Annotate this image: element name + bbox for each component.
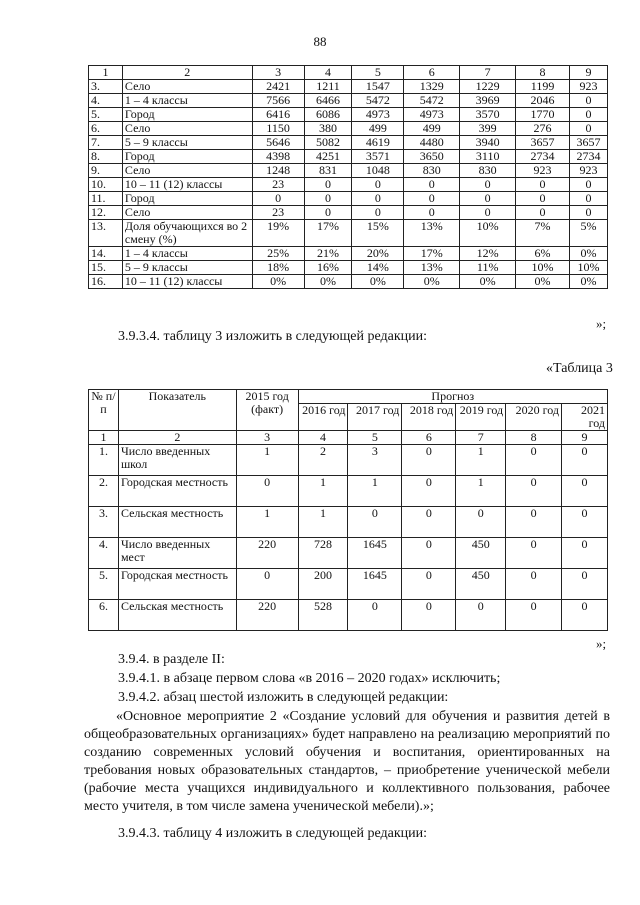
cell-value: 0: [562, 569, 608, 600]
cell-value: 0: [236, 569, 298, 600]
header-forecast: Прогноз: [298, 390, 607, 404]
cell-value: 17%: [404, 247, 460, 261]
cell-value: 6: [404, 66, 460, 80]
row-number: 15.: [89, 261, 123, 275]
cell-value: 220: [236, 600, 298, 631]
table-row: [89, 261, 608, 275]
cell-value: 0: [404, 178, 460, 192]
cell-value: 0: [402, 507, 456, 538]
cell-value: 0: [506, 569, 562, 600]
cell-value: 4: [304, 66, 352, 80]
cell-value: 830: [404, 164, 460, 178]
section-item: 3.9.4.3. таблицу 4 изложить в следующей редакции:: [118, 826, 428, 841]
year-header: 2020 год: [506, 404, 562, 431]
closing-quote: »;: [596, 636, 607, 651]
cell-value: 1248: [252, 164, 304, 178]
cell-value: 528: [298, 600, 348, 631]
cell-value: 4398: [252, 150, 304, 164]
column-index: 4: [298, 431, 348, 445]
cell-value: 1329: [404, 80, 460, 94]
cell-value: 4973: [404, 108, 460, 122]
cell-value: 728: [298, 538, 348, 569]
cell-value: 450: [456, 538, 506, 569]
cell-value: 1211: [304, 80, 352, 94]
row-number: 9.: [89, 164, 123, 178]
row-number: 5.: [89, 108, 123, 122]
row-label: 1 – 4 классы: [122, 94, 252, 108]
enrollment-table: [88, 65, 608, 289]
row-number: 3.: [89, 80, 123, 94]
cell-value: 4973: [352, 108, 404, 122]
header-indicator: Показатель: [118, 390, 236, 431]
cell-value: 10%: [516, 261, 570, 275]
cell-value: 0: [562, 445, 608, 476]
cell-value: 1: [236, 507, 298, 538]
cell-value: 0: [569, 192, 607, 206]
table-row: [89, 122, 608, 136]
row-number: 6.: [89, 122, 123, 136]
cell-value: 0%: [304, 275, 352, 289]
row-label: 10 – 11 (12) классы: [122, 275, 252, 289]
table-row: [89, 445, 608, 476]
cell-value: 0: [304, 192, 352, 206]
column-index: 3: [236, 431, 298, 445]
cell-value: 0: [402, 600, 456, 631]
cell-value: 0%: [516, 275, 570, 289]
column-index: 9: [562, 431, 608, 445]
cell-value: 0%: [352, 275, 404, 289]
cell-value: 0: [562, 538, 608, 569]
cell-value: 8: [516, 66, 570, 80]
cell-value: 0: [460, 178, 516, 192]
cell-value: 3: [252, 66, 304, 80]
cell-value: 9: [569, 66, 607, 80]
row-label: Сельская местность: [118, 600, 236, 631]
cell-value: 0: [569, 108, 607, 122]
cell-value: 499: [404, 122, 460, 136]
cell-value: 0: [352, 206, 404, 220]
cell-value: 0: [352, 192, 404, 206]
cell-value: 0: [348, 600, 402, 631]
cell-value: 499: [352, 122, 404, 136]
table-row: [89, 600, 608, 631]
cell-value: 14%: [352, 261, 404, 275]
cell-value: 23: [252, 206, 304, 220]
row-number: 16.: [89, 275, 123, 289]
cell-value: 3650: [404, 150, 460, 164]
cell-value: 3: [348, 445, 402, 476]
row-number: 7.: [89, 136, 123, 150]
table-index-row: [89, 431, 608, 445]
cell-value: 0%: [569, 247, 607, 261]
cell-value: 0: [506, 600, 562, 631]
cell-value: 18%: [252, 261, 304, 275]
cell-value: 13%: [404, 261, 460, 275]
row-number: 8.: [89, 150, 123, 164]
table-row: [89, 507, 608, 538]
row-label: Село: [122, 80, 252, 94]
row-number: 4.: [89, 94, 123, 108]
cell-value: 13%: [404, 220, 460, 247]
table-row: [89, 136, 608, 150]
row-number: 10.: [89, 178, 123, 192]
year-header: 2021 год: [562, 404, 608, 431]
column-index: 8: [506, 431, 562, 445]
table-caption: «Таблица 3: [546, 361, 613, 376]
cell-value: 0: [569, 178, 607, 192]
cell-value: 2734: [569, 150, 607, 164]
column-index: 6: [402, 431, 456, 445]
header-2015: 2015 год (факт): [236, 390, 298, 431]
cell-value: 12%: [460, 247, 516, 261]
cell-value: 7: [460, 66, 516, 80]
cell-value: 3969: [460, 94, 516, 108]
quoted-paragraph: «Основное мероприятие 2 «Создание условий для обучения и развития детей в общеобразовательных организациях» будет направлено на реализацию мероприятий по созданию современных условий обучения и воспитания, ориентированных на требования новых образовательных стандартов, – приобретение ученической мебели (рабочие места учащихся индивидуального и коллективного пользования, рабочее место учителя, в том числе замена ученической мебели).»;: [84, 709, 610, 814]
cell-value: 0%: [460, 275, 516, 289]
cell-value: 0: [506, 476, 562, 507]
column-index: 7: [456, 431, 506, 445]
table-row: [89, 164, 608, 178]
cell-value: 4619: [352, 136, 404, 150]
cell-value: 1199: [516, 80, 570, 94]
cell-value: 20%: [352, 247, 404, 261]
cell-value: 5%: [569, 220, 607, 247]
cell-value: 17%: [304, 220, 352, 247]
cell-value: 0: [460, 206, 516, 220]
cell-value: 5646: [252, 136, 304, 150]
table-row: [89, 178, 608, 192]
row-number: 2.: [89, 476, 119, 507]
cell-value: 0: [562, 476, 608, 507]
cell-value: 0: [456, 507, 506, 538]
table-row: [89, 150, 608, 164]
cell-value: 2734: [516, 150, 570, 164]
cell-value: 0: [304, 178, 352, 192]
cell-value: 0: [562, 600, 608, 631]
year-header: 2016 год: [298, 404, 348, 431]
table-row: [89, 108, 608, 122]
row-label: Доля обучающихся во 2 смену (%): [122, 220, 252, 247]
section-item: 3.9.4.1. в абзаце первом слова «в 2016 – 2020 годах» исключить;: [118, 671, 501, 686]
row-label: 1 – 4 классы: [122, 247, 252, 261]
cell-value: 0: [569, 122, 607, 136]
closing-quote: »;: [596, 316, 607, 331]
row-number: 3.: [89, 507, 119, 538]
section-heading: 3.9.3.4. таблицу 3 изложить в следующей редакции:: [118, 329, 428, 344]
table-row: [89, 192, 608, 206]
cell-value: 1645: [348, 569, 402, 600]
cell-value: 0: [402, 476, 456, 507]
cell-value: 1: [348, 476, 402, 507]
cell-value: 6416: [252, 108, 304, 122]
cell-value: 450: [456, 569, 506, 600]
cell-value: 2421: [252, 80, 304, 94]
row-label: Село: [122, 164, 252, 178]
year-header: 2018 год: [402, 404, 456, 431]
table-row: [89, 538, 608, 569]
column-index: 5: [348, 431, 402, 445]
cell-value: 1150: [252, 122, 304, 136]
row-label: Город: [122, 192, 252, 206]
table-row: [89, 80, 608, 94]
cell-value: 0: [456, 600, 506, 631]
cell-value: 0: [348, 507, 402, 538]
cell-value: 220: [236, 538, 298, 569]
row-label: Число введенных школ: [118, 445, 236, 476]
cell-value: 1: [456, 476, 506, 507]
row-number: 13.: [89, 220, 123, 247]
cell-value: 1048: [352, 164, 404, 178]
table-row: [89, 247, 608, 261]
cell-value: 3571: [352, 150, 404, 164]
cell-value: 16%: [304, 261, 352, 275]
cell-value: 6086: [304, 108, 352, 122]
cell-value: 0: [304, 206, 352, 220]
cell-value: 2: [298, 445, 348, 476]
table-row: [89, 569, 608, 600]
column-index: 2: [118, 431, 236, 445]
cell-value: 3110: [460, 150, 516, 164]
row-label: 5 – 9 классы: [122, 136, 252, 150]
row-label: 10 – 11 (12) классы: [122, 178, 252, 192]
cell-value: 1645: [348, 538, 402, 569]
table-row: [89, 94, 608, 108]
table-row: [89, 220, 608, 247]
cell-value: 19%: [252, 220, 304, 247]
row-number: 4.: [89, 538, 119, 569]
cell-value: 1229: [460, 80, 516, 94]
table-row: [89, 476, 608, 507]
cell-value: 5472: [352, 94, 404, 108]
cell-value: 831: [304, 164, 352, 178]
row-number: 11.: [89, 192, 123, 206]
row-label: Число введенных мест: [118, 538, 236, 569]
cell-value: 1: [236, 445, 298, 476]
cell-value: 2046: [516, 94, 570, 108]
cell-value: 10%: [460, 220, 516, 247]
row-label: Город: [122, 108, 252, 122]
cell-value: 7566: [252, 94, 304, 108]
year-header: 2019 год: [456, 404, 506, 431]
section-item: 3.9.4.2. абзац шестой изложить в следующей редакции:: [118, 690, 449, 705]
row-label: Село: [122, 206, 252, 220]
cell-value: 0: [236, 476, 298, 507]
cell-value: 3657: [569, 136, 607, 150]
cell-value: 0: [506, 507, 562, 538]
cell-value: 0: [460, 192, 516, 206]
cell-value: 399: [460, 122, 516, 136]
cell-value: 0: [516, 178, 570, 192]
cell-value: 0%: [404, 275, 460, 289]
cell-value: 1: [298, 507, 348, 538]
cell-value: 0: [404, 192, 460, 206]
cell-value: 276: [516, 122, 570, 136]
row-number: 1: [89, 66, 123, 80]
table-row: [89, 206, 608, 220]
row-label: Городская местность: [118, 476, 236, 507]
cell-value: 0: [562, 507, 608, 538]
cell-value: 0%: [569, 275, 607, 289]
row-label: 2: [122, 66, 252, 80]
cell-value: 5082: [304, 136, 352, 150]
cell-value: 830: [460, 164, 516, 178]
cell-value: 923: [569, 80, 607, 94]
cell-value: 1547: [352, 80, 404, 94]
cell-value: 1770: [516, 108, 570, 122]
cell-value: 0: [252, 192, 304, 206]
cell-value: 0: [569, 206, 607, 220]
row-label: 5 – 9 классы: [122, 261, 252, 275]
row-number: 6.: [89, 600, 119, 631]
row-number: 5.: [89, 569, 119, 600]
cell-value: 21%: [304, 247, 352, 261]
cell-value: 0: [506, 538, 562, 569]
cell-value: 23: [252, 178, 304, 192]
cell-value: 4480: [404, 136, 460, 150]
cell-value: 923: [569, 164, 607, 178]
cell-value: 6466: [304, 94, 352, 108]
cell-value: 5: [352, 66, 404, 80]
cell-value: 923: [516, 164, 570, 178]
cell-value: 0: [569, 94, 607, 108]
cell-value: 1: [456, 445, 506, 476]
cell-value: 6%: [516, 247, 570, 261]
row-number: 12.: [89, 206, 123, 220]
row-number: 1.: [89, 445, 119, 476]
row-label: Городская местность: [118, 569, 236, 600]
cell-value: 3657: [516, 136, 570, 150]
cell-value: 1: [298, 476, 348, 507]
cell-value: 10%: [569, 261, 607, 275]
header-num: № п/п: [89, 390, 119, 431]
cell-value: 4251: [304, 150, 352, 164]
cell-value: 0: [404, 206, 460, 220]
cell-value: 380: [304, 122, 352, 136]
row-label: Сельская местность: [118, 507, 236, 538]
cell-value: 5472: [404, 94, 460, 108]
row-label: Село: [122, 122, 252, 136]
cell-value: 0: [516, 206, 570, 220]
table-row: [89, 275, 608, 289]
year-header: 2017 год: [348, 404, 402, 431]
construction-table: [88, 389, 608, 631]
row-label: Город: [122, 150, 252, 164]
cell-value: 0%: [252, 275, 304, 289]
cell-value: 200: [298, 569, 348, 600]
cell-value: 0: [402, 538, 456, 569]
table-header-row: [89, 66, 608, 80]
cell-value: 0: [516, 192, 570, 206]
cell-value: 0: [402, 569, 456, 600]
cell-value: 0: [352, 178, 404, 192]
cell-value: 0: [402, 445, 456, 476]
cell-value: 7%: [516, 220, 570, 247]
column-index: 1: [89, 431, 119, 445]
cell-value: 3940: [460, 136, 516, 150]
row-number: 14.: [89, 247, 123, 261]
cell-value: 3570: [460, 108, 516, 122]
cell-value: 0: [506, 445, 562, 476]
section-heading: 3.9.4. в разделе II:: [118, 652, 225, 667]
page-number: 88: [313, 34, 327, 49]
cell-value: 25%: [252, 247, 304, 261]
cell-value: 11%: [460, 261, 516, 275]
cell-value: 15%: [352, 220, 404, 247]
